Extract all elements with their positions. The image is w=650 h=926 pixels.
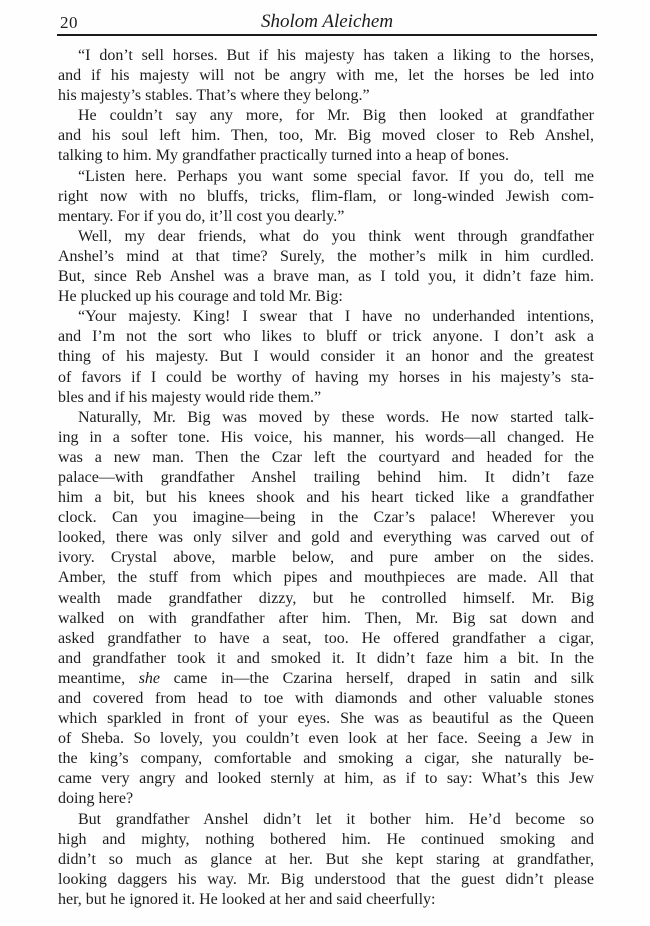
paragraph [58,106,594,166]
text-line: right now with no bluffs, tricks, flim-flam, or long-winded Jewish com- [58,187,594,205]
text-line: wealth made grandfather dizzy, but he controlled himself. Mr. Big [58,589,594,607]
text-line: Anshel’s mind at that time? Surely, the mother’s milk in him curdled. [58,247,594,265]
text-line: ivory. Crystal above, marble below, and pure amber on the sides. [58,549,594,567]
text-line: mentary. For if you do, it’ll cost you dearly.” [58,207,345,225]
text-line: and I’m not the sort who likes to bluff or trick anyone. I don’t ask a [58,328,594,346]
text-line: the king’s company, comfortable and smoking a cigar, she naturally be- [58,750,594,768]
text-line: “I don’t sell horses. But if his majesty has taken a liking to the horses, [78,47,594,64]
text-line: “Listen here. Perhaps you want some special favor. If you do, tell me [78,167,594,185]
text-line: meantime, she came in—the Czarina herself, draped in satin and silk [58,669,594,687]
running-title: Sholom Aleichem [260,11,394,32]
text-line: He plucked up his courage and told Mr. Big: [58,288,343,306]
text-line: He couldn’t say any more, for Mr. Big then looked at grandfather [78,107,594,125]
text-line: clock. Can you imagine—being in the Czar’s palace! Wherever you [58,509,594,527]
text-line: Amber, the stuff from which pipes and mouthpieces are made. All that [58,569,594,587]
paragraph [58,227,594,307]
text-line: But grandfather Anshel didn’t let it bother him. He’d become so [78,810,594,828]
page-header [58,11,596,35]
text-line: his majesty’s stables. That’s where they belong.” [58,87,370,105]
text-line: “Your majesty. King! I swear that I have no underhanded intentions, [78,308,594,326]
text-line: bles and if his majesty would ride them.” [58,388,322,406]
header-rule [57,34,597,36]
text-line: of favors if I could be worthy of having my horses in his majesty’s sta- [58,368,594,386]
text-line: and covered from head to toe with diamonds and other valuable stones [58,690,594,707]
paragraph [58,46,594,106]
paragraph [58,307,594,407]
text-line: her, but he ignored it. He looked at her and said cheerfully: [58,890,436,908]
text-line: and if his majesty will not be angry with me, let the horses be led into [58,67,594,85]
text-line: But, since Reb Anshel was a brave man, as I told you, it didn’t faze him. [58,268,594,286]
text-line: Well, my dear friends, what do you think went through grandfather [78,227,594,245]
paragraph [58,810,594,910]
text-line: of Sheba. So lovely, you couldn’t even look at her face. Seeing a Jew in [58,730,594,748]
text-line: came very angry and looked sternly at him, as if to say: What’s this Jew [58,770,594,788]
text-line: Naturally, Mr. Big was moved by these words. He now started talk- [78,408,594,426]
body-text [58,46,594,910]
text-line: him a bit, but his knees shook and his heart ticked like a grandfather [58,489,594,507]
text-line: looking daggers his way. Mr. Big understood that the guest didn’t please [58,870,594,888]
text-line: walked on with grandfather after him. Then, Mr. Big sat down and [58,609,594,627]
text-line: doing here? [58,790,134,808]
text-line: was a new man. Then the Czar left the courtyard and headed for the [58,448,594,466]
text-line: thing of his majesty. But I would consider it an honor and the greatest [58,348,594,366]
text-line: and grandfather took it and smoked it. It didn’t faze him a bit. In the [58,649,594,667]
text-line: which sparkled in front of your eyes. She was as beautiful as the Queen [58,710,594,728]
paragraph [58,167,594,227]
text-line: high and mighty, nothing bothered him. He continued smoking and [58,830,594,848]
text-line: palace—with grandfather Anshel trailing behind him. It didn’t faze [58,468,594,486]
text-line: and his soul left him. Then, too, Mr. Big moved closer to Reb Anshel, [58,127,594,145]
text-line: talking to him. My grandfather practically turned into a heap of bones. [58,147,509,165]
text-line: looked, there was only silver and gold and everything was carved out of [58,529,594,547]
text-line: ing in a softer tone. His voice, his manner, his words—all changed. He [58,428,594,446]
text-line: didn’t so much as glance at her. But she kept staring at grandfather, [58,850,594,868]
text-line: asked grandfather to have a seat, too. He offered grandfather a cigar, [58,629,594,647]
paragraph [58,408,594,810]
page-number: 20 [60,13,78,32]
